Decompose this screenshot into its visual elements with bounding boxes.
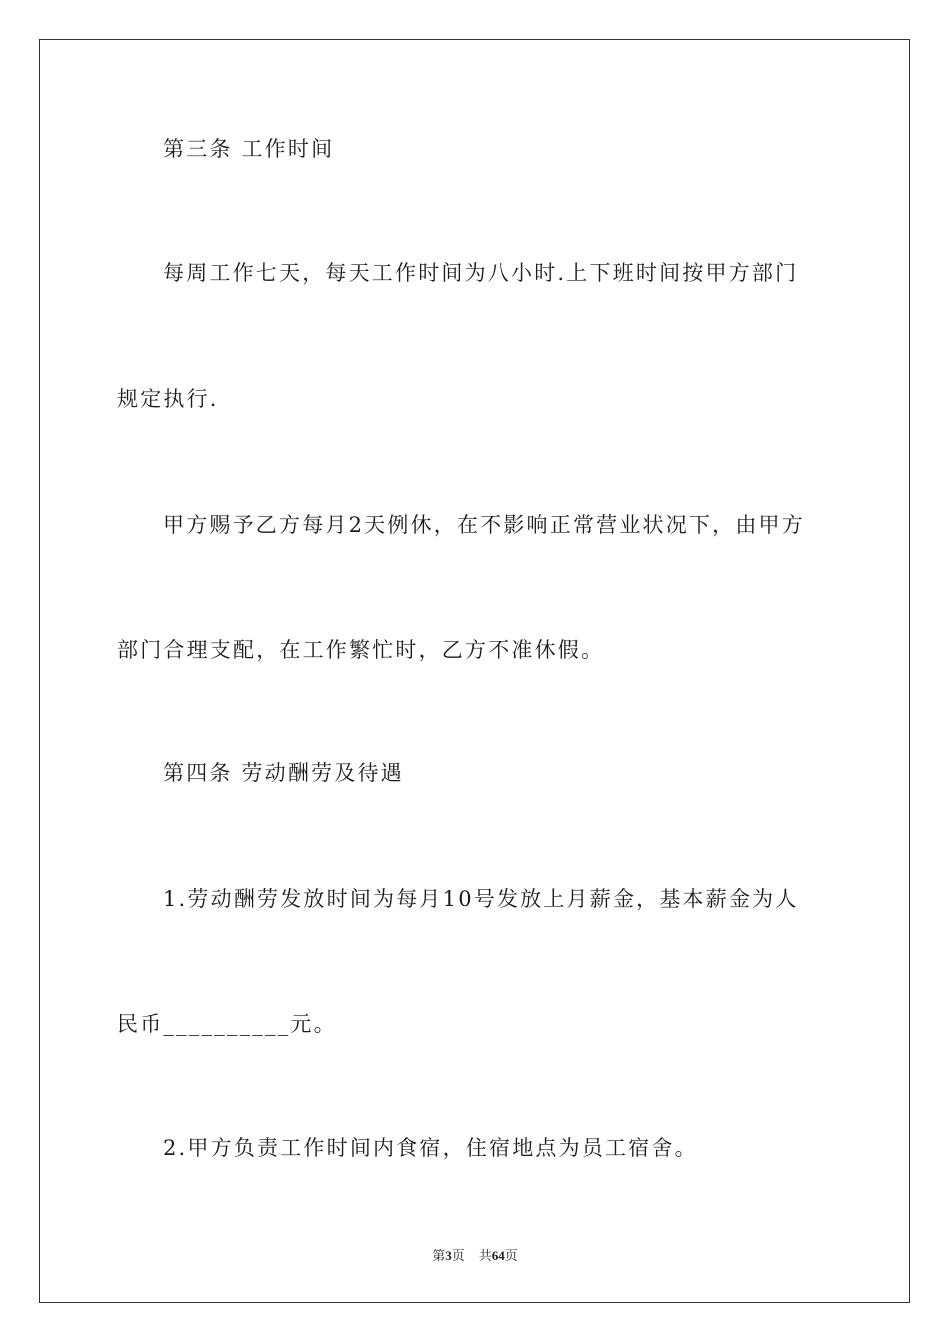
page-prefix: 第: [432, 1248, 446, 1263]
paragraph-line: 每周工作七天，每天工作时间为八小时.上下班时间按甲方部门: [163, 261, 799, 285]
page-suffix: 页: [451, 1248, 465, 1263]
paragraph-line: 2.甲方负责工作时间内食宿，住宿地点为员工宿舍。: [163, 1136, 698, 1160]
paragraph-line: 部门合理支配，在工作繁忙时，乙方不准休假。: [117, 638, 605, 662]
paragraph-line: 1.劳动酬劳发放时间为每月10号发放上月薪金，基本薪金为人: [163, 887, 799, 911]
total-pages: 64: [491, 1248, 505, 1263]
page-footer: [0, 1247, 950, 1265]
total-prefix: 共: [478, 1248, 492, 1263]
paragraph-line: 民币__________元。: [117, 1012, 337, 1036]
page-border: [39, 39, 910, 1303]
paragraph-line: 规定执行.: [117, 387, 219, 411]
page-number: 3: [445, 1248, 452, 1263]
article-3-heading: 第三条 工作时间: [163, 137, 335, 161]
paragraph-line: 甲方赐予乙方每月2天例休，在不影响正常营业状况下，由甲方: [163, 513, 805, 537]
article-4-heading: 第四条 劳动酬劳及待遇: [163, 761, 404, 785]
total-suffix: 页: [504, 1248, 518, 1263]
